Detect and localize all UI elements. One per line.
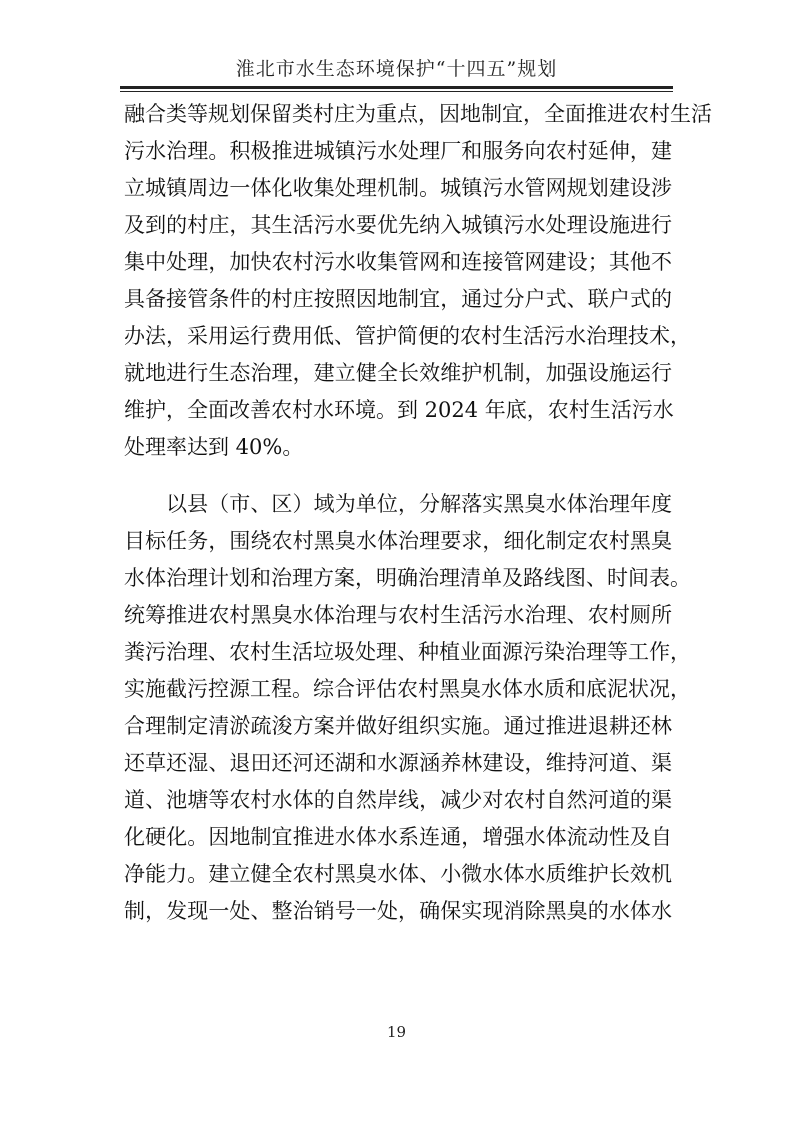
text-line: 集中处理，加快农村污水收集管网和连接管网建设；其他不 bbox=[124, 250, 672, 274]
text-line: 维护，全面改善农村水环境。到 2024 年底，农村生活污水 bbox=[124, 398, 674, 422]
text-line: 制，发现一处、整治销号一处，确保实现消除黑臭的水体水 bbox=[124, 899, 672, 923]
header-rule-thick bbox=[120, 86, 673, 89]
text-line: 立城镇周边一体化收集处理机制。城镇污水管网规划建设涉 bbox=[124, 176, 672, 200]
text-line: 实施截污控源工程。综合评估农村黑臭水体水质和底泥状况， bbox=[124, 677, 691, 701]
page-number: 19 bbox=[386, 1023, 407, 1041]
text-line: 道、池塘等农村水体的自然岸线，减少对农村自然河道的渠 bbox=[124, 788, 672, 812]
text-line: 处理率达到 40%。 bbox=[124, 435, 304, 459]
running-header: 淮北市水生态环境保护“十四五”规划 bbox=[235, 58, 558, 80]
text-line: 水体治理计划和治理方案，明确治理清单及路线图、时间表。 bbox=[124, 566, 691, 590]
text-line: 具备接管条件的村庄按照因地制宜，通过分户式、联户式的 bbox=[124, 287, 672, 311]
text-line: 净能力。建立健全农村黑臭水体、小微水体水质维护长效机 bbox=[124, 862, 672, 886]
header-rule-thin bbox=[120, 91, 673, 92]
text-line: 就地进行生态治理，建立健全长效维护机制，加强设施运行 bbox=[124, 361, 672, 385]
text-line: 目标任务，围绕农村黑臭水体治理要求，细化制定农村黑臭 bbox=[124, 529, 672, 553]
text-line: 化硬化。因地制宜推进水体水系连通，增强水体流动性及自 bbox=[124, 825, 672, 849]
paragraph bbox=[124, 486, 691, 930]
text-line: 污水治理。积极推进城镇污水处理厂和服务向农村延伸，建 bbox=[124, 139, 672, 163]
text-line: 统筹推进农村黑臭水体治理与农村生活污水治理、农村厕所 bbox=[124, 603, 672, 627]
text-line: 办法，采用运行费用低、管护简便的农村生活污水治理技术， bbox=[124, 324, 691, 348]
text-line: 合理制定清淤疏浚方案并做好组织实施。通过推进退耕还林 bbox=[124, 714, 672, 738]
paragraph bbox=[124, 96, 712, 466]
text-line: 及到的村庄，其生活污水要优先纳入城镇污水处理设施进行 bbox=[124, 213, 672, 237]
paragraph-gap bbox=[124, 466, 672, 486]
text-line: 粪污治理、农村生活垃圾处理、种植业面源污染治理等工作， bbox=[124, 640, 691, 664]
body-text bbox=[124, 96, 712, 930]
text-line: 融合类等规划保留类村庄为重点，因地制宜，全面推进农村生活 bbox=[124, 102, 712, 126]
text-line: 还草还湿、退田还河还湖和水源涵养林建设，维持河道、渠 bbox=[124, 751, 672, 775]
text-line: 以县（市、区）域为单位，分解落实黑臭水体治理年度 bbox=[166, 492, 672, 516]
